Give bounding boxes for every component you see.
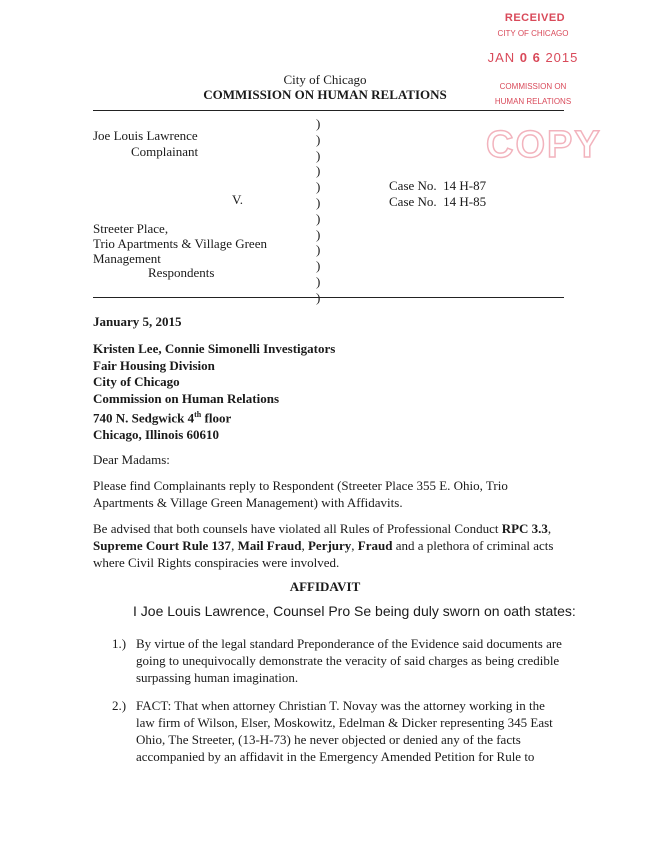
complainant-name: Joe Louis Lawrence	[93, 128, 198, 143]
para2-bold: Mail Fraud	[237, 538, 302, 553]
respondent-line3: Management	[93, 251, 161, 266]
versus: V.	[232, 192, 243, 207]
stamp-date-day: 0 6	[519, 50, 541, 65]
case-number-1	[389, 178, 486, 194]
stamp-date	[478, 50, 588, 65]
paren: )	[316, 131, 321, 147]
item-number: 2.)	[112, 698, 127, 713]
paren: )	[316, 226, 321, 242]
item-text: By virtue of the legal standard Preponderance of the Evidence said documents are going to unequivocally demonstrate the veracity of said charges as being credible surpassing human imagination.	[136, 636, 562, 685]
affidavit-intro: I Joe Louis Lawrence, Counsel Pro Se being duly sworn on oath states:	[133, 603, 576, 619]
addressee-line: Commission on Human Relations	[93, 390, 279, 406]
para2-bold: RPC 3.3	[501, 521, 548, 536]
addressee-sup: th	[194, 410, 202, 419]
respondent-role: Respondents	[148, 265, 215, 280]
addressee-suffix: floor	[201, 410, 232, 426]
addressee-line: Chicago, Illinois 60610	[93, 426, 220, 442]
paragraph-2	[93, 520, 563, 571]
paren: )	[316, 210, 321, 226]
copy-stamp: COPY	[486, 124, 602, 166]
stamp-received: RECEIVED	[504, 12, 566, 24]
stamp-commission-line2: HUMAN RELATIONS	[494, 97, 572, 106]
addressee-line	[93, 407, 335, 427]
para2-bold: Supreme Court Rule 137	[93, 538, 232, 553]
respondent-line1: Streeter Place,	[93, 221, 169, 236]
para2-text: ,	[301, 538, 308, 553]
para2-bold: Fraud	[357, 538, 393, 553]
addressee-street: 740 N. Sedgwick 4	[93, 410, 195, 426]
affidavit-item-1	[112, 635, 562, 686]
letter-date: January 5, 2015	[93, 314, 182, 329]
para2-text: ,	[351, 538, 358, 553]
addressee-line: Fair Housing Division	[93, 357, 215, 373]
item-text: FACT: That when attorney Christian T. Novay was the attorney working in the law firm of Wilson, Elser, Moskowitz, Edelman & Dicker representing 345 East Ohio, The Streeter, (13-H-73) he never objected or denied any of the facts accompanied by an affidavit in the Emergency Amended Petition for Rule to	[136, 698, 553, 764]
caption-parentheses	[316, 116, 326, 306]
paragraph-1: Please find Complainants reply to Respondent (Streeter Place 355 E. Ohio, Trio Apartments & Village Green Management) with Affidavits.	[93, 478, 508, 510]
case-number: 14 H-85	[443, 194, 487, 209]
para2-text: ,	[231, 538, 238, 553]
stamp-date-year: 2015	[540, 50, 579, 65]
stamp-city: CITY OF CHICAGO	[497, 29, 569, 38]
header-commission: COMMISSION ON HUMAN RELATIONS	[203, 87, 447, 102]
addressee-line: Kristen Lee, Connie Simonelli Investigators	[93, 341, 336, 356]
affidavit-item-2	[112, 697, 562, 765]
para2-bold: Perjury	[307, 538, 352, 553]
caption-top-rule	[93, 110, 564, 111]
paren: )	[316, 273, 321, 289]
stamp-commission-line1: COMMISSION ON	[499, 82, 567, 91]
paren: )	[316, 258, 321, 274]
respondent-line2: Trio Apartments & Village Green	[93, 236, 267, 251]
paren: )	[316, 163, 321, 179]
paren: )	[316, 179, 321, 195]
salutation: Dear Madams:	[93, 452, 170, 467]
case-number-2	[389, 194, 486, 210]
addressee-block	[93, 341, 335, 443]
para2-text: Be advised that both counsels have violated all Rules of Professional Conduct	[93, 521, 502, 536]
paren: )	[316, 242, 321, 258]
complainant-role: Complainant	[131, 144, 199, 159]
paren: )	[316, 116, 321, 131]
stamp-date-prefix: JAN	[487, 50, 520, 65]
case-number: 14 H-87	[443, 178, 487, 193]
header-city: City of Chicago	[283, 72, 367, 87]
paren: )	[316, 194, 321, 210]
item-number: 1.)	[112, 636, 127, 651]
affidavit-heading: AFFIDAVIT	[289, 579, 361, 594]
para2-text: ,	[547, 521, 552, 536]
para2-text: and a plethora of criminal acts where Civil Rights conspiracies were involved.	[93, 538, 554, 570]
caption-bottom-rule	[93, 297, 564, 298]
paren: )	[316, 147, 321, 163]
addressee-line: City of Chicago	[93, 374, 180, 389]
case-label: Case No.	[389, 178, 437, 193]
case-label: Case No.	[389, 194, 437, 209]
